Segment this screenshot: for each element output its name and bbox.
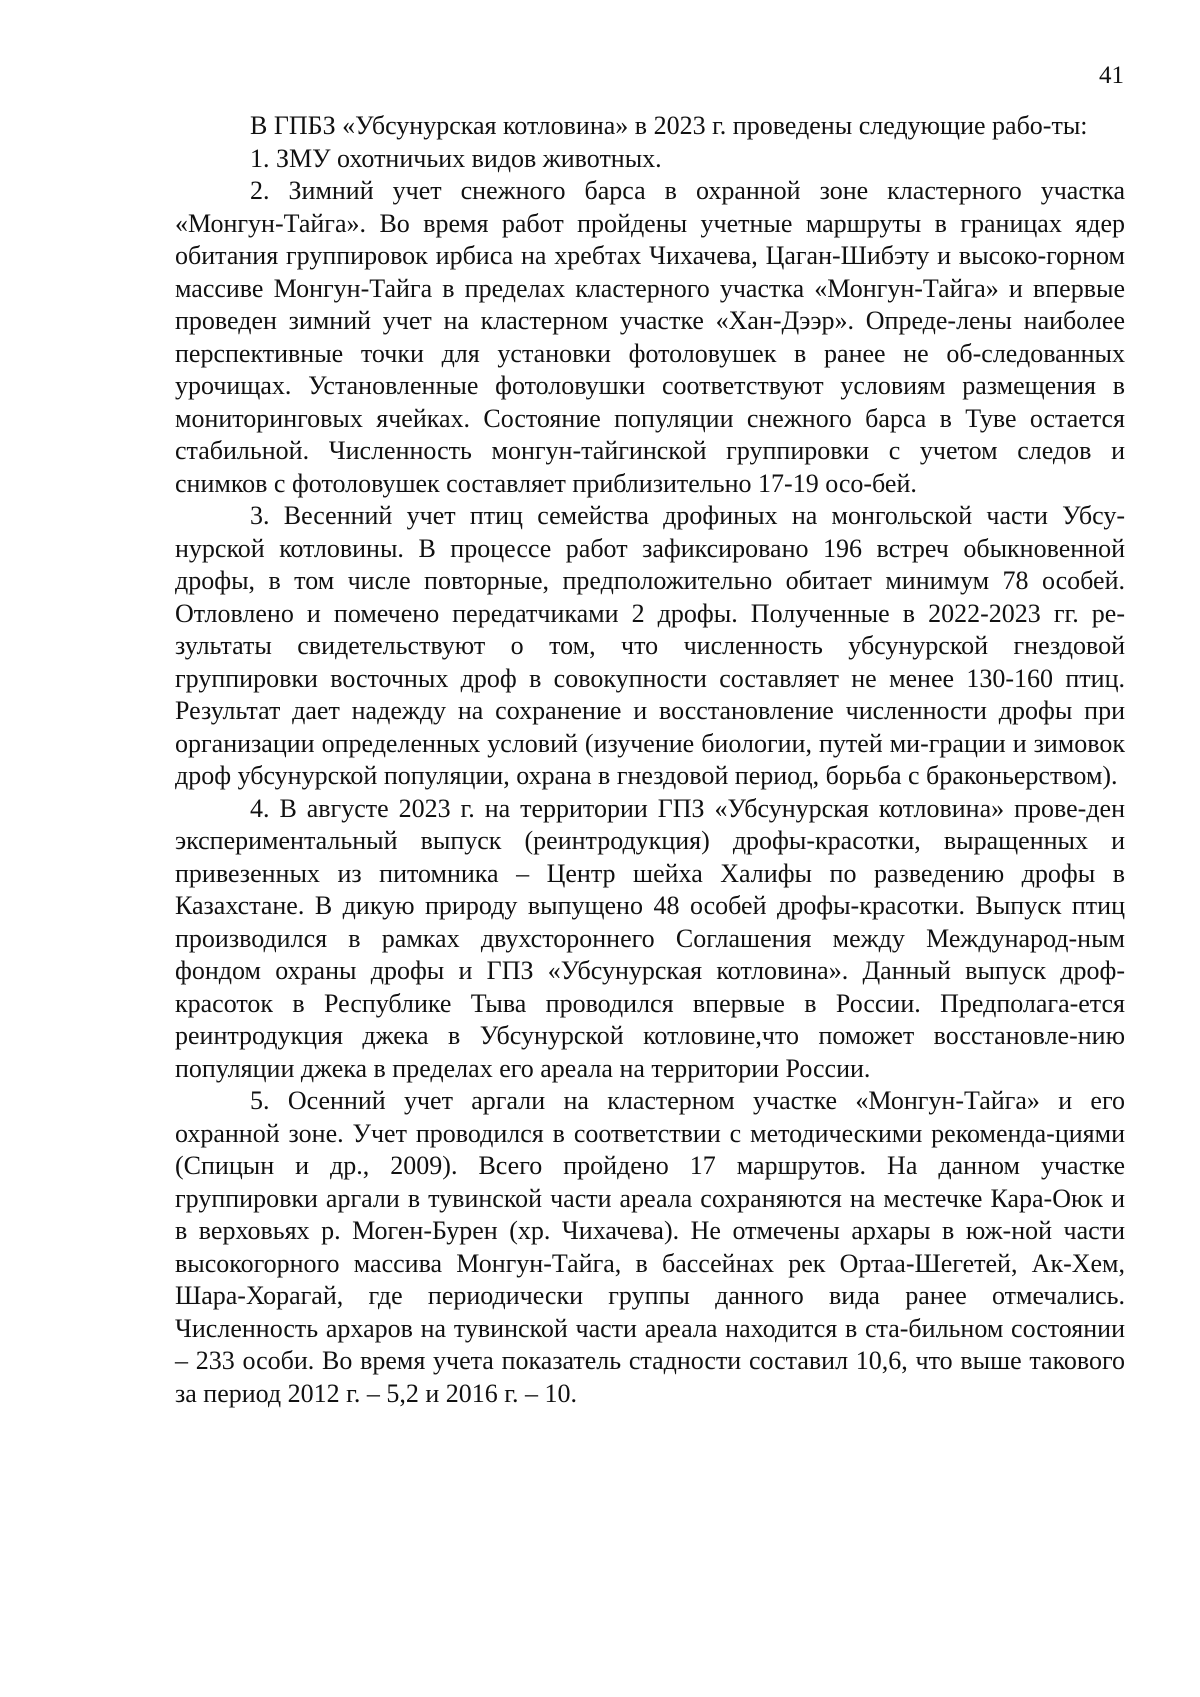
item-4-paragraph: 4. В августе 2023 г. на территории ГПЗ «Убсунурская котловина» прове-ден экспериментальный выпуск (реинтродукция) дрофы-красотки, выращенных и привезенных из питомника – Центр шейха Халифы по разведению дрофы в Казахстане. В дикую природу выпущено 48 особей дрофы-красотки. Выпуск птиц производился в рамках двухстороннего Соглашения между Международ-ным фондом охраны дрофы и ГПЗ «Убсунурская котловина». Данный выпуск дроф-красоток в Республике Тыва проводился впервые в России. Предполага-ется реинтродукция джека в Убсунурской котловине,что поможет восстановле-нию популяции джека в пределах его ареала на территории России. (175, 793, 1125, 1083)
item-3-paragraph: 3. Весенний учет птиц семейства дрофиных на монгольской части Убсу-нурской котловины. В процессе работ зафиксировано 196 встреч обыкновенной дрофы, в том числе повторные, предположительно обитает минимум 78 особей. Отловлено и помечено передатчиками 2 дрофы. Полученные в 2022-2023 гг. ре-зультаты свидетельствуют о том, что численность убсунурской гнездовой группировки восточных дроф в совокупности составляет не менее 130-160 птиц. Результат дает надежду на сохранение и восстановление численности дрофы при организации определенных условий (изучение биологии, путей ми-грации и зимовок дроф убсунурской популяции, охрана в гнездовой период, борьба с браконьерством). (175, 501, 1125, 790)
item-5-paragraph: 5. Осенний учет аргали на кластерном участке «Монгун-Тайга» и его охранной зоне. Учет проводился в соответствии с методическими рекоменда-циями (Спицын и др., 2009). Всего пройдено 17 маршрутов. На данном участке группировки аргали в тувинской части ареала сохраняются на местечке Кара-Оюк и в верховьях р. Моген-Бурен (хр. Чихачева). Не отмечены архары в юж-ной части высокогорного массива Монгун-Тайга, в бассейнах рек Ортаа-Шегетей, Ак-Хем, Шара-Хорагай, где периодически группы данного вида ранее отмечались. Численность архаров на тувинской части ареала находится в ста-бильном состоянии – 233 особи. Во время учета показатель стадности составил 10,6, что выше такового за период 2012 г. – 5,2 и 2016 г. – 10. (175, 1086, 1125, 1408)
intro-paragraph: В ГПБЗ «Убсунурская котловина» в 2023 г. проведены следующие рабо-ты: (250, 111, 1088, 140)
body-text (175, 110, 1125, 1410)
item-1-paragraph: 1. ЗМУ охотничьих видов животных. (250, 143, 662, 173)
item-2-paragraph: 2. Зимний учет снежного барса в охранной зоне кластерного участка «Монгун-Тайга». Во время работ пройдены учетные маршруты в границах ядер обитания группировок ирбиса на хребтах Чихачева, Цаган-Шибэту и высоко-горном массиве Монгун-Тайга в пределах кластерного участка «Монгун-Тайга» и впервые проведен зимний учет на кластерном участке «Хан-Дээр». Опреде-лены наиболее перспективные точки для установки фотоловушек в ранее не об-следованных урочищах. Установленные фотоловушки соответствуют условиям размещения в мониторинговых ячейках. Состояние популяции снежного барса в Туве остается стабильной. Численность монгун-тайгинской группировки с учетом следов и снимков с фотоловушек составляет приблизительно 17-19 осо-бей. (175, 176, 1125, 498)
page-number: 41 (1099, 62, 1124, 89)
